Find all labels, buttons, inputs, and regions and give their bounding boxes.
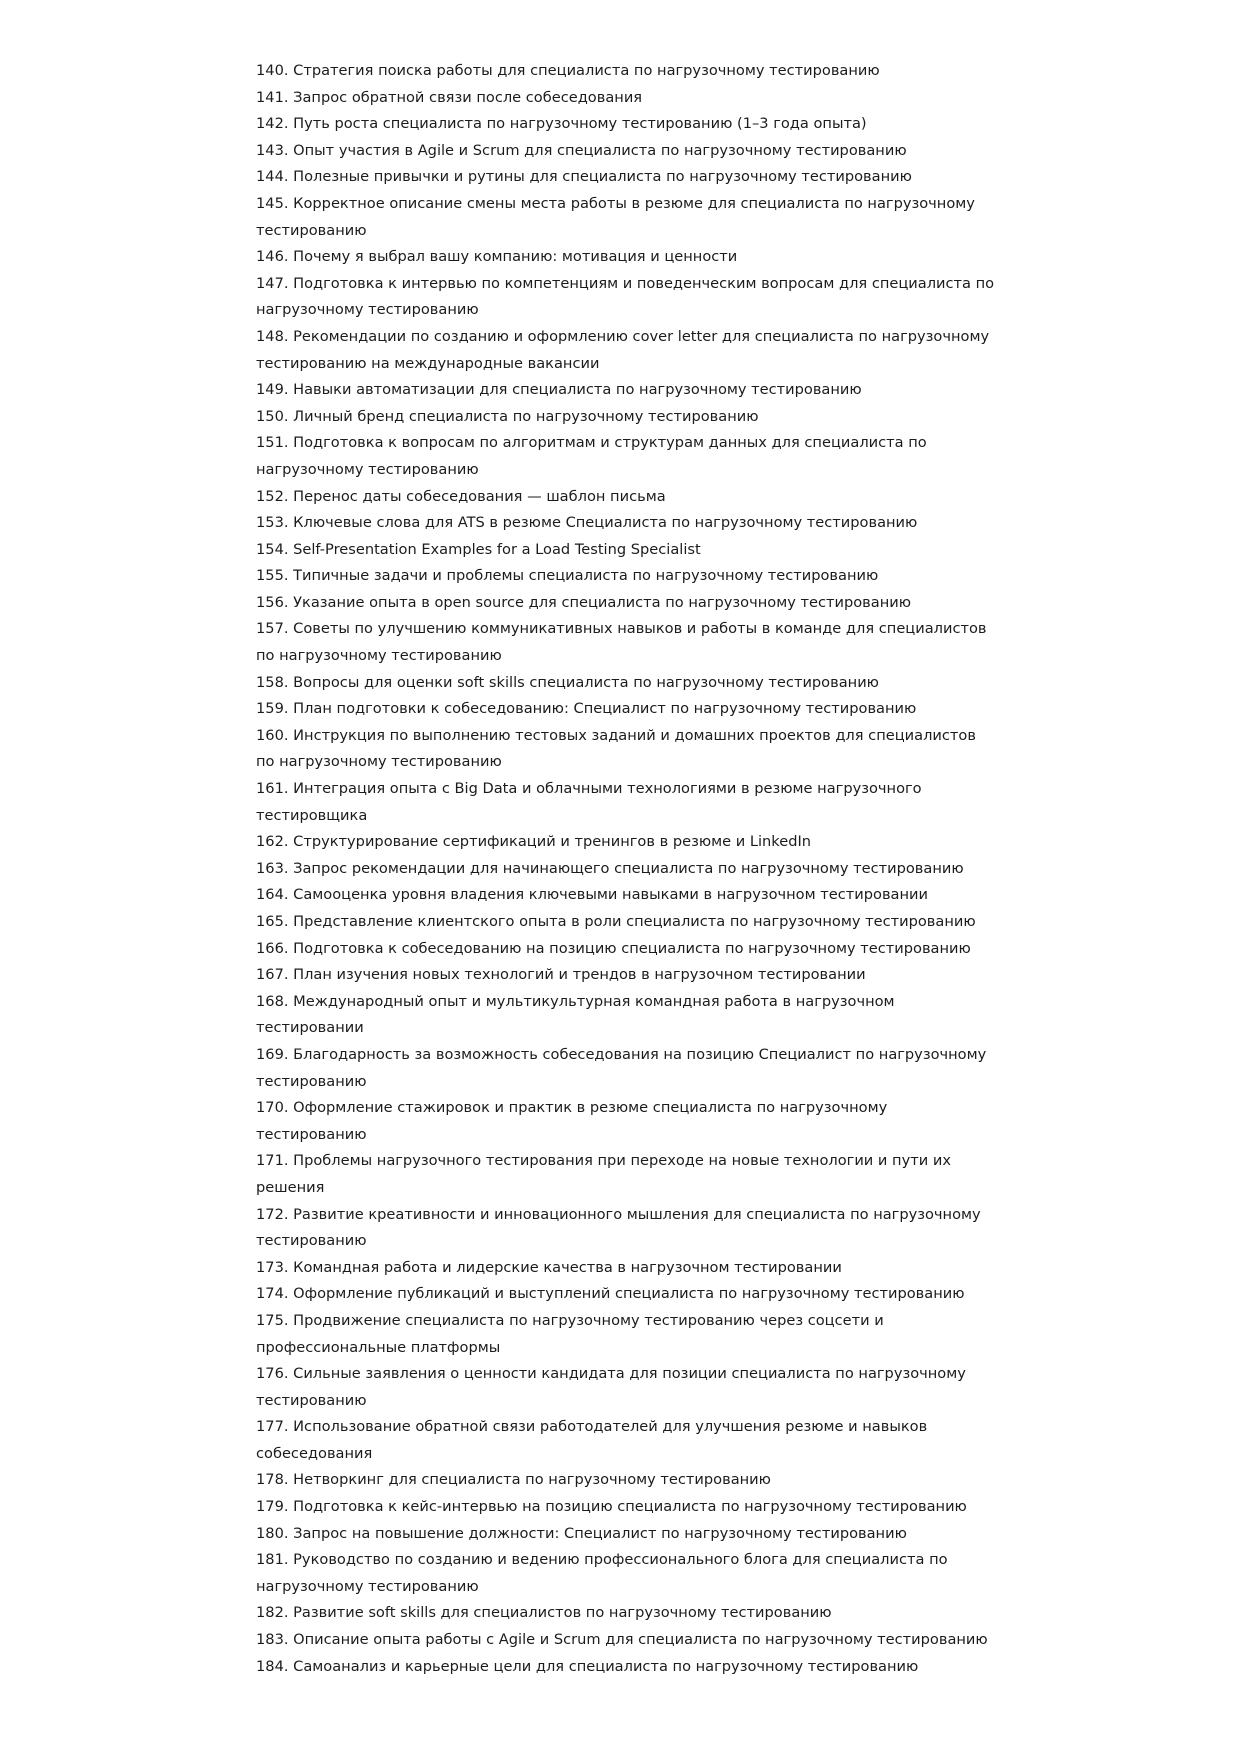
toc-item-150: 150. Личный бренд специалиста по нагрузочному тестированию [256,407,759,425]
toc-item-160: 160. Инструкция по выполнению тестовых заданий и домашних проектов для специалистов по нагрузочному тестированию [256,726,976,771]
toc-item-143: 143. Опыт участия в Agile и Scrum для специалиста по нагрузочному тестированию [256,141,907,159]
toc-item-176: 176. Сильные заявления о ценности кандидата для позиции специалиста по нагрузочному тестированию [256,1365,966,1409]
toc-item-144: 144. Полезные привычки и рутины для специалиста по нагрузочному тестированию [256,168,912,186]
toc-item-156: 156. Указание опыта в open source для специалиста по нагрузочному тестированию [256,593,912,611]
toc-item-167: 167. План изучения новых технологий и трендов в нагрузочном тестировании [256,966,866,984]
toc-item-145: 145. Корректное описание смены места работы в резюме для специалиста по нагрузочному тестированию [256,194,975,239]
toc-item-152: 152. Перенос даты собеседования — шаблон письма [256,487,666,505]
toc-item-165: 165. Представление клиентского опыта в роли специалиста по нагрузочному тестированию [256,913,976,930]
toc-item-154: 154. Self-Presentation Examples for a Load Testing Specialist [256,540,701,558]
toc-item-162: 162. Структурирование сертификаций и тренингов в резюме и LinkedIn [256,833,812,851]
toc-item-177: 177. Использование обратной связи работодателей для улучшения резюме и навыков собеседования [256,1418,928,1462]
toc-item-140: 140. Стратегия поиска работы для специалиста по нагрузочному тестированию [256,62,880,79]
toc-item-159: 159. План подготовки к собеседованию: Специалист по нагрузочному тестированию [256,700,917,718]
toc-item-157: 157. Советы по улучшению коммуникативных навыков и работы в команде для специалистов по нагрузочному тестированию [256,620,987,665]
toc-item-181: 181. Руководство по созданию и ведению профессионального блога для специалиста по нагрузочному тестированию [256,1551,948,1595]
toc-item-182: 182. Развитие soft skills для специалистов по нагрузочному тестированию [256,1604,832,1622]
toc-item-168: 168. Международный опыт и мультикультурная командная работа в нагрузочном тестировании [256,992,895,1037]
toc-item-178: 178. Нетворкинг для специалиста по нагрузочному тестированию [256,1471,771,1489]
toc-item-166: 166. Подготовка к собеседованию на позицию специалиста по нагрузочному тестированию [256,939,971,957]
toc-item-149: 149. Навыки автоматизации для специалиста по нагрузочному тестированию [256,381,862,399]
toc-item-184: 184. Самоанализ и карьерные цели для специалиста по нагрузочному тестированию [256,1657,919,1675]
toc-item-141: 141. Запрос обратной связи после собеседования [256,88,643,106]
toc-item-142: 142. Путь роста специалиста по нагрузочному тестированию (1–3 года опыта) [256,115,867,133]
toc-item-148: 148. Рекомендации по созданию и оформлению cover letter для специалиста по нагрузочному тестированию на международные вакансии [256,327,990,372]
toc-item-174: 174. Оформление публикаций и выступлений специалиста по нагрузочному тестированию [256,1285,965,1303]
toc-item-161: 161. Интеграция опыта с Big Data и облачными технологиями в резюме нагрузочного тестировщика [256,780,922,824]
toc-item-169: 169. Благодарность за возможность собеседования на позицию Специалист по нагрузочному тестированию [256,1045,987,1090]
toc-item-180: 180. Запрос на повышение должности: Специалист по нагрузочному тестированию [256,1524,907,1542]
toc-item-155: 155. Типичные задачи и проблемы специалиста по нагрузочному тестированию [256,567,879,585]
toc-item-173: 173. Командная работа и лидерские качества в нагрузочном тестировании [256,1258,842,1276]
toc-list [256,58,996,1680]
toc-item-158: 158. Вопросы для оценки soft skills специалиста по нагрузочному тестированию [256,673,879,691]
toc-item-183: 183. Описание опыта работы с Agile и Scrum для специалиста по нагрузочному тестированию [256,1631,988,1649]
toc-item-164: 164. Самооценка уровня владения ключевыми навыками в нагрузочном тестировании [256,886,928,904]
toc-item-172: 172. Развитие креативности и инновационного мышления для специалиста по нагрузочному тестированию [256,1205,981,1250]
toc-item-163: 163. Запрос рекомендации для начинающего специалиста по нагрузочному тестированию [256,859,964,877]
toc-item-153: 153. Ключевые слова для ATS в резюме Специалиста по нагрузочному тестированию [256,514,918,532]
toc-item-179: 179. Подготовка к кейс-интервью на позицию специалиста по нагрузочному тестированию [256,1498,967,1516]
toc-item-175: 175. Продвижение специалиста по нагрузочному тестированию через соцсети и профессиональные платформы [256,1311,884,1356]
toc-item-151: 151. Подготовка к вопросам по алгоритмам и структурам данных для специалиста по нагрузочному тестированию [256,434,927,478]
toc-item-170: 170. Оформление стажировок и практик в резюме специалиста по нагрузочному тестированию [256,1099,888,1143]
toc-item-171: 171. Проблемы нагрузочного тестирования при переходе на новые технологии и пути их решения [256,1152,951,1196]
toc-item-146: 146. Почему я выбрал вашу компанию: мотивация и ценности [256,248,738,266]
toc-item-147: 147. Подготовка к интервью по компетенциям и поведенческим вопросам для специалиста по нагрузочному тестированию [256,274,995,319]
